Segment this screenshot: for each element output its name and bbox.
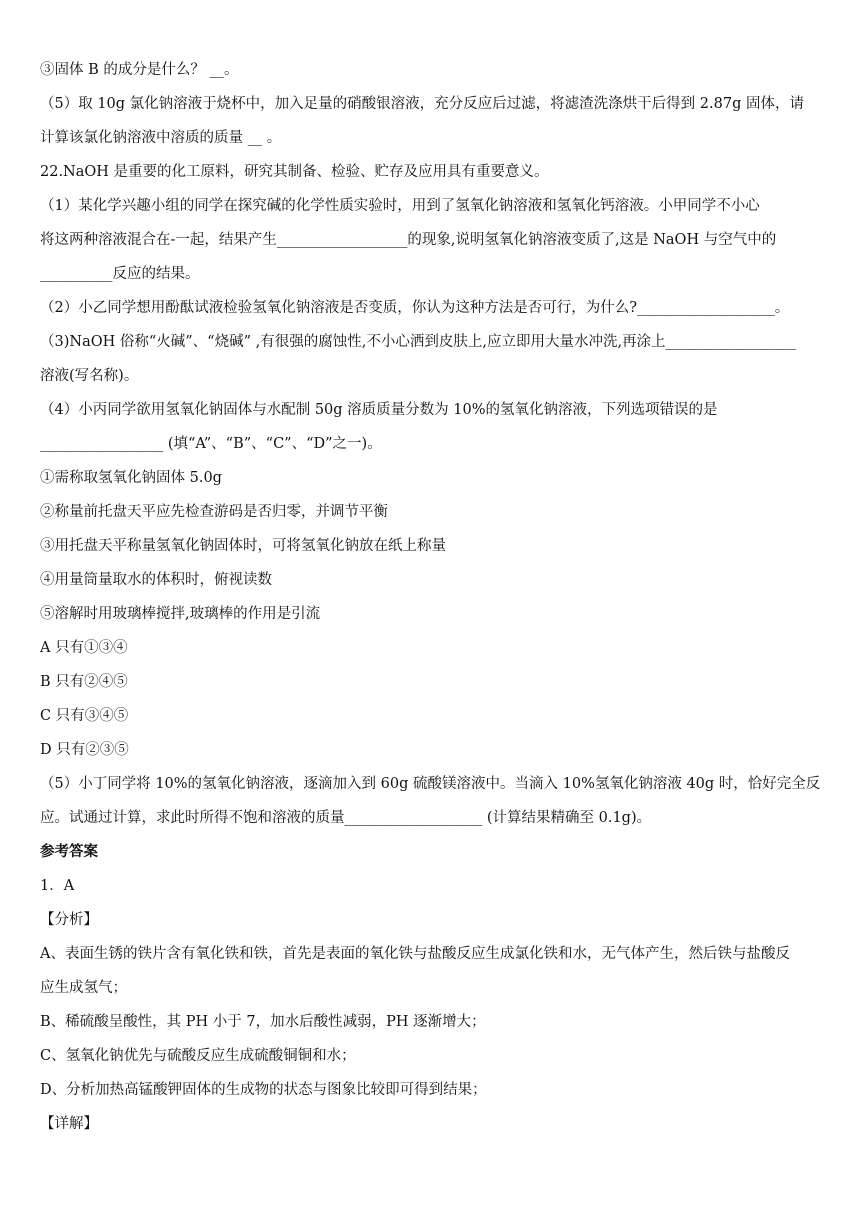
list-item: ④用量筒量取水的体积时，俯视读数 (40, 572, 272, 588)
text-line: 溶液(写名称)。 (40, 368, 139, 384)
text-line: （1）某化学兴趣小组的同学在探究碱的化学性质实验时，用到了氢氧化钠溶液和氢氧化钙溶液。小甲同学不小心 (40, 198, 760, 214)
option-b: B 只有②④⑤ (40, 674, 128, 690)
text-line: ③固体 B 的成分是什么？ __。 (40, 62, 239, 78)
text-line: A、表面生锈的铁片含有氧化铁和铁，首先是表面的氧化铁与盐酸反应生成氯化铁和水，无气体产生，然后铁与盐酸反 (40, 946, 790, 962)
list-item: ③用托盘天平称量氢氧化钠固体时，可将氢氧化钠放在纸上称量 (40, 538, 446, 554)
text-line: _________________ (填“A”、“B”、“C”、“D”之一)。 (40, 436, 382, 452)
list-item: ②称量前托盘天平应先检查游码是否归零，并调节平衡 (40, 504, 388, 520)
list-item: ⑤溶解时用玻璃棒搅拌,玻璃棒的作用是引流 (40, 606, 321, 622)
text-line: （4）小丙同学欲用氢氧化钠固体与水配制 50g 溶质质量分数为 10%的氢氧化钠溶液，下列选项错误的是 (40, 402, 718, 418)
detail-heading: 【详解】 (40, 1116, 98, 1132)
answer-line: 1．A (40, 878, 75, 894)
text-line: （5）取 10g 氯化钠溶液于烧杯中，加入足量的硝酸银溶液，充分反应后过滤，将滤渣洗涤烘干后得到 2.87g 固体，请 (40, 96, 804, 112)
text-line: （2）小乙同学想用酚酞试液检验氢氧化钠溶液是否变质，你认为这种方法是否可行，为什么?___________________。 (40, 300, 790, 316)
text-line: B、稀硫酸呈酸性，其 PH 小于 7，加水后酸性减弱，PH 逐渐增大； (40, 1014, 486, 1030)
text-line: （5）小丁同学将 10%的氢氧化钠溶液，逐滴加入到 60g 硫酸镁溶液中。当滴入 10%氢氧化钠溶液 40g 时，恰好完全反 (40, 776, 821, 792)
text-line: 计算该氯化钠溶液中溶质的质量 __ 。 (40, 130, 282, 146)
text-line: 应生成氢气； (40, 980, 127, 996)
analysis-heading: 【分析】 (40, 912, 98, 928)
question-heading: 22.NaOH 是重要的化工原料，研究其制备、检验、贮存及应用具有重要意义。 (40, 164, 549, 180)
option-a: A 只有①③④ (40, 640, 128, 656)
option-d: D 只有②③⑤ (40, 742, 129, 758)
text-line: __________反应的结果。 (40, 266, 200, 282)
text-line: （3)NaOH 俗称“火碱”、“烧碱” ,有很强的腐蚀性,不小心洒到皮肤上,应立即用大量水冲洗,再涂上__________________ (40, 334, 797, 350)
list-item: ①需称取氢氧化钠固体 5.0g (40, 470, 222, 486)
answer-section-heading: 参考答案 (40, 843, 98, 860)
text-line: 应。试通过计算，求此时所得不饱和溶液的质量___________________ (计算结果精确至 0.1g)。 (40, 810, 652, 826)
text-line: D、分析加热高锰酸钾固体的生成物的状态与图象比较即可得到结果； (40, 1082, 487, 1098)
option-c: C 只有③④⑤ (40, 708, 129, 724)
text-line: 将这两种溶液混合在-一起，结果产生__________________的现象,说明氢氧化钠溶液变质了,这是 NaOH 与空气中的 (40, 232, 777, 248)
text-line: C、氢氧化钠优先与硫酸反应生成硫酸铜铜和水； (40, 1048, 356, 1064)
